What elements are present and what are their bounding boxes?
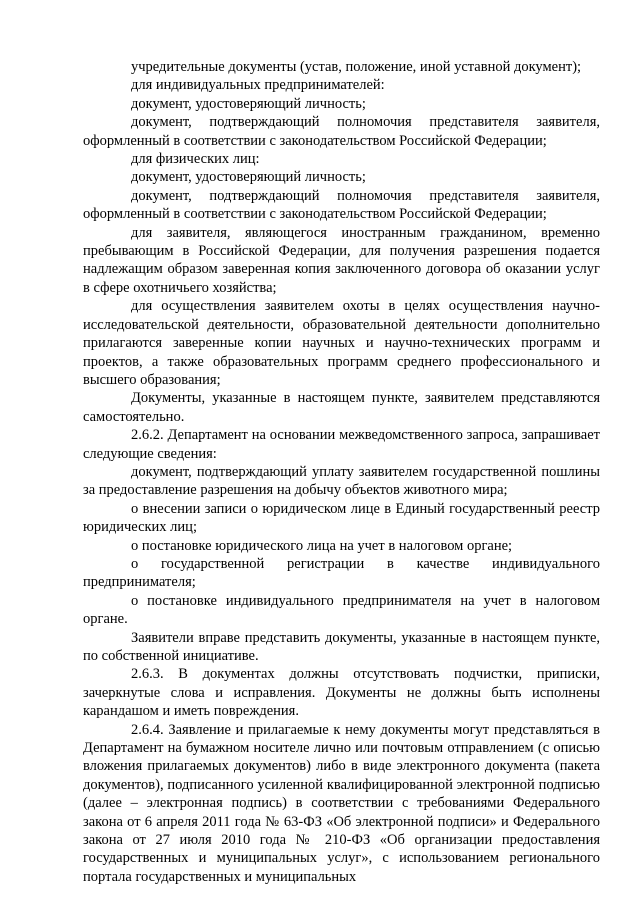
paragraph: о постановке юридического лица на учет в налоговом органе; [131, 537, 513, 554]
paragraph: документ, удостоверяющий личность; [131, 169, 366, 186]
paragraph: Документы, указанные в настоящем пункте, заявителем представляются самостоятельно. [83, 390, 600, 425]
paragraph: 2.6.2. Департамент на основании межведомственного запроса, запрашивает следующие сведения: [83, 427, 600, 462]
paragraph: о постановке индивидуального предпринимателя на учет в налоговом органе. [83, 592, 600, 628]
paragraph: Заявители вправе представить документы, указанные в настоящем пункте, по собственной инициативе. [83, 629, 600, 664]
paragraph: документ, удостоверяющий личность; [131, 95, 366, 112]
paragraph: документ, подтверждающий полномочия представителя заявителя, оформленный в соответствии с законодательством Российской Федерации; [83, 114, 600, 149]
paragraph: для физических лиц: [131, 151, 260, 168]
paragraph: документ, подтверждающий уплату заявителем государственной пошлины за предоставление разрешения на добычу объектов животного мира; [83, 463, 600, 499]
paragraph: 2.6.4. Заявление и прилагаемые к нему документы могут представляться в Департамент на бумажном носителе лично или почтовым отправлением (с описью вложения прилагаемых документов) либо в виде электронного документа (пакета документов), подписанного усиленной квалифицированной электронной подписью (далее – электронная подпись) в соответствии с требованиями Федерального закона от 6 апреля 2011 года № 63-ФЗ «Об электронной подписи» и Федерального закона от 27 июля 2010 года № 210-ФЗ «Об организации предоставления государственных и муниципальных услуг», с использованием регионального портала государственных и муниципальных [83, 721, 600, 885]
paragraph: 2.6.3. В документах должны отсутствовать подчистки, приписки, зачеркнутые слова и исправления. Документы не должны быть исполнены карандашом и иметь повреждения. [83, 666, 600, 720]
paragraph: для индивидуальных предпринимателей: [131, 77, 385, 94]
paragraph: о внесении записи о юридическом лице в Единый государственный реестр юридических лиц; [83, 500, 600, 536]
paragraph: учредительные документы (устав, положение, иной уставной документ); [131, 59, 582, 75]
paragraph: о государственной регистрации в качестве индивидуального предпринимателя; [83, 555, 600, 591]
paragraph: для осуществления заявителем охоты в целях осуществления научно-исследовательской деятельности, образовательной деятельности дополнительно прилагаются заверенные копии научных и научно-технических программ и проектов, а также образовательных программ среднего профессионального и высшего образования; [83, 298, 600, 388]
paragraph: для заявителя, являющегося иностранным гражданином, временно пребывающим в Российской Федерации, для получения разрешения подается надлежащим образом заверенная копия заключенного договора об оказании услуг в сфере охотничьего хозяйства; [83, 224, 600, 296]
paragraph: документ, подтверждающий полномочия представителя заявителя, оформленный в соответствии с законодательством Российской Федерации; [83, 187, 600, 223]
